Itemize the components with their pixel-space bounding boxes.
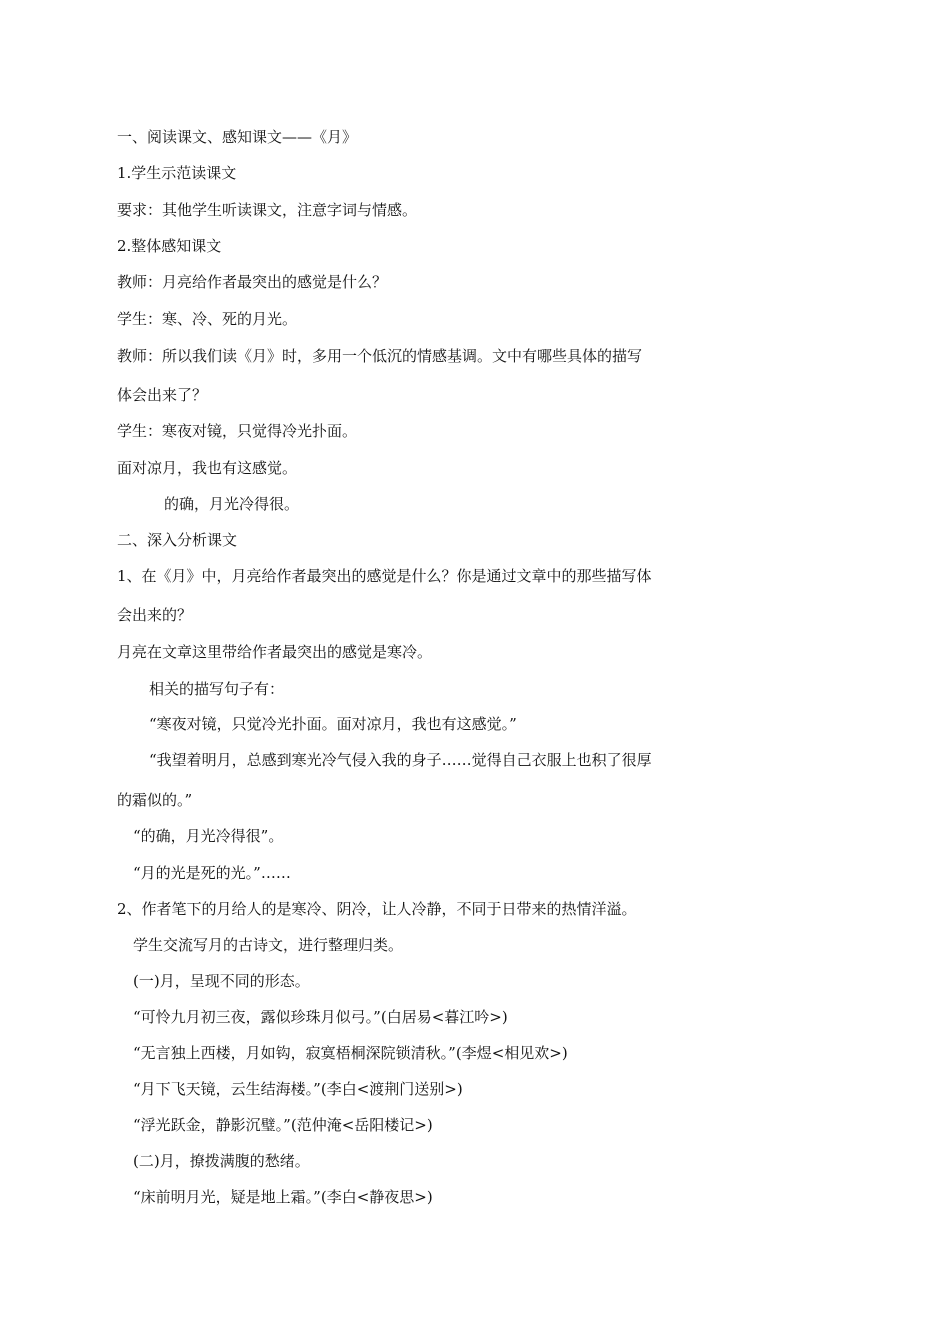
quote-mirror: “寒夜对镜，只觉冷光扑面。面对凉月，我也有这感觉。” [149, 715, 517, 733]
teacher-followup-continued: 体会出来了？ [117, 386, 208, 404]
analysis-answer: 月亮在文章这里带给作者最突出的感觉是寒冷。 [117, 643, 433, 661]
step-model-reading: 1.学生示范读课文 [117, 164, 237, 182]
requirement-line: 要求：其他学生听读课文，注意字词与情感。 [117, 201, 418, 219]
category-2-heading: (二)月，撩拨满腹的愁绪。 [133, 1152, 310, 1170]
poem-quote-li-bai-1: “月下飞天镜，云生结海楼。”(李白<渡荆门送别>) [133, 1080, 463, 1098]
section-heading-analysis: 二、深入分析课文 [117, 531, 238, 549]
step-overall-perception: 2.整体感知课文 [117, 237, 222, 255]
quote-moonlight-continued: 的霜似的。” [117, 791, 193, 809]
student-answer-mirror: 学生：寒夜对镜，只觉得冷光扑面。 [117, 422, 358, 440]
quote-dead-light: “月的光是死的光。”…… [133, 864, 291, 882]
student-exchange: 学生交流写月的古诗文，进行整理归类。 [133, 936, 404, 954]
quote-moonlight: “我望着明月，总感到寒光冷气侵入我的身子……觉得自己衣服上也积了很厚 [149, 751, 652, 769]
section-heading-reading: 一、阅读课文、感知课文——《月》 [117, 128, 358, 146]
analysis-question-1-continued: 会出来的？ [117, 606, 193, 624]
student-answer-moon: 面对凉月，我也有这感觉。 [117, 459, 298, 477]
poem-quote-li-yu: “无言独上西楼，月如钩，寂寞梧桐深院锁清秋。”(李煜<相见欢>) [133, 1044, 568, 1062]
student-answer-cold: 的确，月光冷得很。 [164, 495, 300, 513]
teacher-question: 教师：月亮给作者最突出的感觉是什么？ [117, 273, 388, 291]
analysis-question-1: 1、在《月》中，月亮给作者最突出的感觉是什么？你是通过文章中的那些描写体 [117, 567, 652, 585]
analysis-point-2: 2、作者笔下的月给人的是寒冷、阴冷，让人冷静，不同于日带来的热情洋溢。 [117, 900, 637, 918]
teacher-followup: 教师：所以我们读《月》时，多用一个低沉的情感基调。文中有哪些具体的描写 [117, 347, 643, 365]
quote-cold: “的确，月光冷得很”。 [133, 827, 284, 845]
student-answer: 学生：寒、冷、死的月光。 [117, 310, 298, 328]
poem-quote-bai-juyi: “可怜九月初三夜，露似珍珠月似弓。”(白居易<暮江吟>) [133, 1008, 508, 1026]
poem-quote-li-bai-2: “床前明月光，疑是地上霜。”(李白<静夜思>) [133, 1188, 433, 1206]
related-sentences-intro: 相关的描写句子有： [149, 680, 285, 698]
poem-quote-fan-zhongyan: “浮光跃金，静影沉璧。”(范仲淹<岳阳楼记>) [133, 1116, 433, 1134]
category-1-heading: (一)月，呈现不同的形态。 [133, 972, 310, 990]
